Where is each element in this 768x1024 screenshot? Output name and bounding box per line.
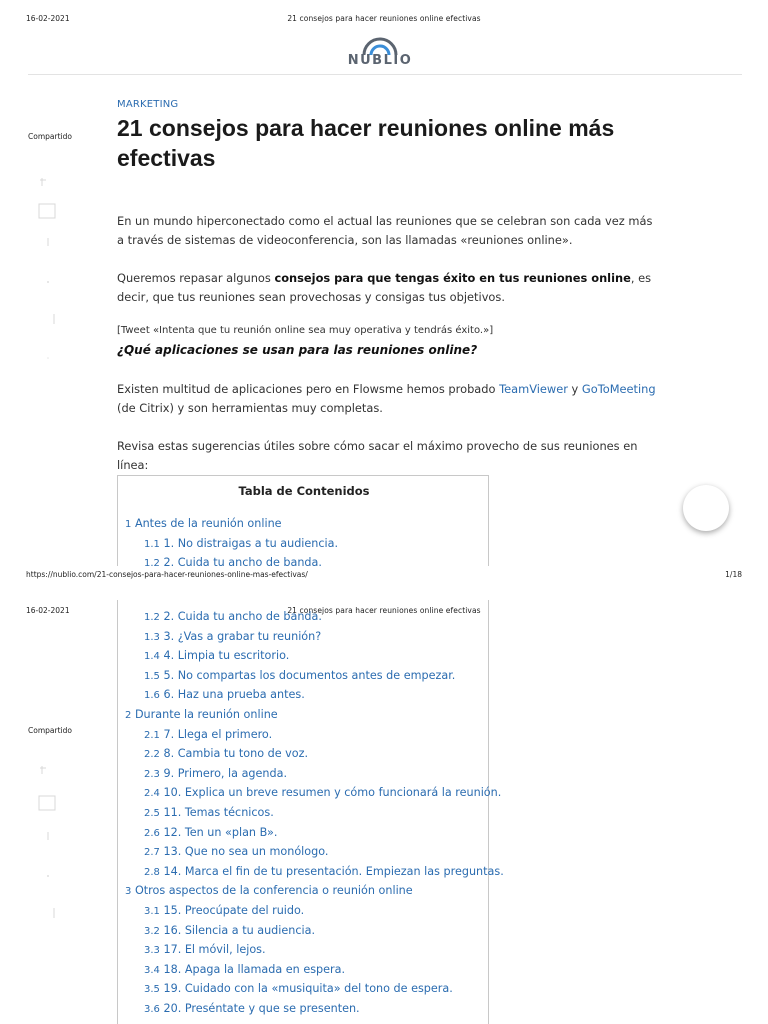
- toc-item[interactable]: [144, 688, 305, 701]
- toc-item-label: 2. Cuida tu ancho de banda.: [163, 610, 322, 623]
- toc-item-label: 16. Silencia a tu audiencia.: [163, 923, 316, 937]
- print-date-2: 16-02-2021: [26, 606, 70, 615]
- toc-item-label: 20. Preséntate y que se presenten.: [163, 1002, 360, 1015]
- toc-item-label: 13. Que no sea un monólogo.: [163, 845, 329, 859]
- toc-item[interactable]: [144, 669, 455, 682]
- toc-item[interactable]: [144, 943, 266, 956]
- toc-item-number: 2.8: [144, 866, 160, 878]
- goal-paragraph: Queremos repasar algunos consejos para que tengas éxito en tus reuniones online, es decir, que tus reuniones sean provechosas y consigas tus objetivos.: [117, 271, 652, 304]
- toc-item[interactable]: [144, 982, 453, 995]
- toc-item-number: 3: [125, 886, 132, 898]
- intro-paragraph: En un mundo hiperconectado como el actual las reuniones que se celebran son cada vez más a través de sistemas de videoconferencia, son las llamadas «reuniones online».: [117, 214, 653, 247]
- toc-item-label: 3. ¿Vas a grabar tu reunión?: [163, 629, 322, 643]
- toc-item[interactable]: [125, 708, 278, 721]
- toc-item-number: 2.1: [144, 729, 160, 741]
- twitter-icon[interactable]: [36, 200, 60, 220]
- toc-item-label: 15. Preocúpate del ruido.: [163, 904, 305, 917]
- toc-item[interactable]: [144, 649, 289, 662]
- email-icon[interactable]: [36, 308, 60, 328]
- twitter-icon[interactable]: [36, 792, 60, 812]
- toc-item-number: 1: [125, 519, 132, 530]
- toc-item-label: 18. Apaga la llamada en espera.: [163, 962, 346, 976]
- toc-item-number: 2.2: [144, 749, 160, 761]
- floating-action-button[interactable]: [683, 485, 729, 531]
- toc-title: Tabla de Contenidos: [238, 484, 370, 498]
- toc-item[interactable]: [144, 865, 504, 878]
- toc-item-label: 4. Limpia tu escritorio.: [163, 649, 290, 663]
- logo-text: NUBLIO: [347, 53, 413, 68]
- toc-item[interactable]: [144, 728, 272, 741]
- toc-item-label: 11. Temas técnicos.: [163, 806, 274, 819]
- facebook-icon[interactable]: [36, 756, 60, 776]
- share-label: Compartido: [28, 132, 72, 141]
- toc-item[interactable]: [125, 517, 282, 530]
- toc-item[interactable]: [144, 904, 304, 917]
- article-category[interactable]: MARKETING: [117, 99, 179, 110]
- toc-item[interactable]: [144, 806, 274, 819]
- toc-item-number: 3.3: [144, 945, 160, 957]
- toc-item-label: 12. Ten un «plan B».: [163, 825, 278, 839]
- toc-item-label: Durante la reunión online: [134, 708, 278, 721]
- toc-item[interactable]: [144, 556, 322, 569]
- toc-item-label: 7. Llega el primero.: [163, 727, 273, 741]
- toc-item-number: 3.4: [144, 964, 160, 976]
- print-page-number: 1/18: [725, 570, 742, 579]
- toc-item-label: Antes de la reunión online: [134, 517, 282, 530]
- toc-item[interactable]: [144, 924, 315, 937]
- table-of-contents: [117, 475, 489, 570]
- email-icon[interactable]: [36, 902, 60, 922]
- toc-item-label: 10. Explica un breve resumen y cómo funcionará la reunión.: [163, 786, 502, 800]
- toc-item[interactable]: [144, 963, 345, 976]
- toc-item[interactable]: [144, 826, 277, 839]
- toc-item-number: 1.1: [144, 538, 160, 550]
- print-header: [0, 14, 768, 26]
- facebook-icon[interactable]: [36, 168, 60, 188]
- whatsapp-icon[interactable]: [36, 864, 60, 884]
- print-footer: [0, 570, 768, 582]
- toc-item-number: 3.6: [144, 1004, 160, 1015]
- toc-item-label: 1. No distraigas a tu audiencia.: [163, 536, 339, 550]
- toc-item-label: 2. Cuida tu ancho de banda.: [163, 556, 322, 570]
- toc-item-label: 14. Marca el fin de tu presentación. Empiezan las preguntas.: [163, 864, 504, 878]
- toc-item[interactable]: [144, 786, 501, 799]
- toc-item-number: 1.4: [144, 651, 160, 663]
- print-url: https://nublio.com/21-consejos-para-hacer-reuniones-online-mas-efectivas/: [26, 570, 308, 579]
- toc-item-number: 2.3: [144, 768, 160, 780]
- toc-item-label: 9. Primero, la agenda.: [163, 766, 288, 780]
- print-title: 21 consejos para hacer reuniones online efectivas: [287, 14, 481, 23]
- whatsapp-icon[interactable]: [36, 270, 60, 290]
- toc-item-label: Otros aspectos de la conferencia o reunión online: [134, 884, 413, 898]
- pdf-page-2: [0, 600, 768, 1024]
- toc-item-number: 3.2: [144, 925, 160, 937]
- print-date: 16-02-2021: [26, 14, 70, 23]
- teamviewer-link[interactable]: TeamViewer: [499, 382, 568, 396]
- toc-item[interactable]: [125, 884, 413, 897]
- toc-item-number: 2.5: [144, 808, 160, 819]
- tips-intro-paragraph: Revisa estas sugerencias útiles sobre cómo sacar el máximo provecho de sus reuniones en línea:: [117, 439, 638, 472]
- toc-item-number: 1.2: [144, 612, 160, 623]
- toc-item-number: 3.5: [144, 984, 160, 996]
- toc-item-number: 2.6: [144, 827, 160, 839]
- toc-item-number: 2.4: [144, 788, 160, 800]
- share-label-2: Compartido: [28, 726, 72, 735]
- toc-item[interactable]: [144, 767, 287, 780]
- print-title-2: 21 consejos para hacer reuniones online efectivas: [287, 606, 481, 615]
- toc-item-number: 1.6: [144, 690, 160, 702]
- apps-subheading: ¿Qué aplicaciones se usan para las reuniones online?: [117, 343, 478, 357]
- toc-item-number: 3.1: [144, 906, 160, 917]
- print-icon[interactable]: [36, 346, 60, 366]
- toc-item-label: 5. No compartas los documentos antes de empezar.: [163, 668, 456, 682]
- goal-bold-text: consejos para que tengas éxito en tus reuniones online: [274, 271, 631, 285]
- header-divider: [28, 74, 742, 75]
- toc-item-number: 1.2: [144, 558, 160, 570]
- apps-paragraph: Existen multitud de aplicaciones pero en Flowsme hemos probado TeamViewer y GoToMeeting (de Citrix) y son herramientas muy completas.: [117, 382, 656, 415]
- linkedin-icon[interactable]: [36, 232, 60, 252]
- toc-item-label: 6. Haz una prueba antes.: [163, 688, 305, 702]
- tweet-quote: [Tweet «Intenta que tu reunión online sea muy operativa y tendrás éxito.»]: [117, 325, 494, 336]
- linkedin-icon[interactable]: [36, 826, 60, 846]
- toc-item[interactable]: [144, 747, 308, 760]
- nublio-logo[interactable]: [343, 34, 417, 70]
- toc-item[interactable]: [144, 1002, 360, 1015]
- toc-item[interactable]: [144, 610, 322, 623]
- toc-item-number: 1.3: [144, 631, 160, 643]
- toc-item-label: 17. El móvil, lejos.: [163, 943, 266, 957]
- toc-item-label: 8. Cambia tu tono de voz.: [163, 747, 309, 761]
- article-title: 21 consejos para hacer reuniones online más efectivas: [117, 115, 615, 171]
- toc-item[interactable]: [144, 630, 321, 643]
- toc-item-label: 19. Cuidado con la «musiquita» del tono de espera.: [163, 982, 453, 996]
- toc-item-number: 1.5: [144, 670, 160, 682]
- gotomeeting-link[interactable]: GoToMeeting: [581, 382, 656, 396]
- toc-item[interactable]: [144, 537, 338, 550]
- toc-item-number: 2: [125, 710, 132, 721]
- table-of-contents-continued: [117, 600, 504, 1024]
- toc-item-number: 2.7: [144, 847, 160, 859]
- toc-item[interactable]: [144, 845, 328, 858]
